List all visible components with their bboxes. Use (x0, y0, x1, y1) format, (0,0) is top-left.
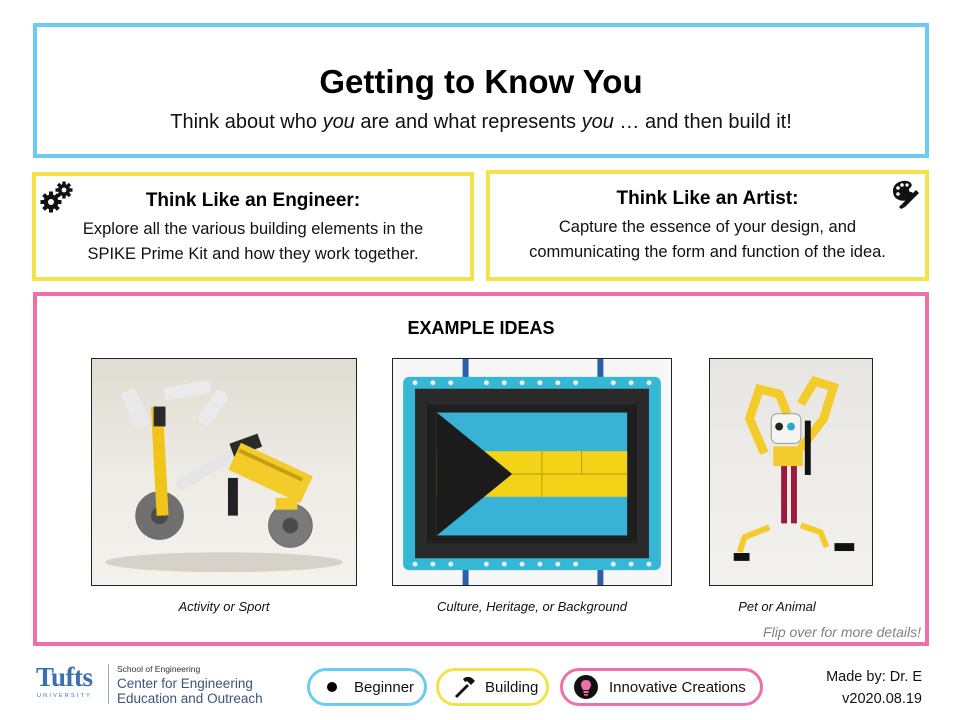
subtitle-emphasis: you (322, 111, 355, 133)
tufts-university-label: UNIVERSITY (37, 693, 93, 699)
lego-figure-illustration (710, 359, 872, 585)
lightbulb-icon (573, 674, 599, 700)
title-panel (33, 23, 929, 158)
level-innovative (560, 668, 763, 706)
subtitle-text: Think about who (170, 111, 323, 133)
artist-panel (486, 170, 929, 281)
lego-flag-illustration (393, 359, 671, 585)
subtitle-emphasis: you (581, 111, 614, 133)
level-building (436, 668, 549, 706)
lego-bicycle-illustration (92, 359, 356, 585)
example-ideas-title: EXAMPLE IDEAS (407, 318, 555, 338)
engineer-title: Think Like an Engineer: (145, 190, 361, 211)
page-subtitle (37, 111, 925, 134)
subtitle-text: … and then build it! (613, 111, 792, 133)
flip-over-note: Flip over for more details! (763, 624, 921, 640)
level-label: Building (485, 678, 539, 696)
tufts-wordmark: Tufts (36, 662, 93, 692)
lego-figure-photo (709, 358, 873, 586)
level-label: Beginner (354, 678, 415, 696)
center-line: Education and Outreach (117, 691, 263, 706)
example-caption: Activity or Sport (178, 599, 270, 614)
tufts-logo (33, 661, 273, 711)
dot-icon (327, 682, 337, 692)
made-by-label: Made by: Dr. E (826, 669, 922, 685)
credit (826, 666, 922, 710)
center-label (117, 676, 263, 706)
artist-description (498, 215, 917, 265)
example-ideas-panel (33, 292, 929, 646)
example-caption: Pet or Animal (738, 599, 816, 614)
page-title: Getting to Know You (319, 63, 643, 100)
logo-divider (108, 664, 109, 704)
hammer-icon (451, 674, 477, 700)
engineer-line: Explore all the various building elements in the (82, 220, 424, 238)
lego-bahamas-flag-photo (392, 358, 672, 586)
version-label: v2020.08.19 (842, 691, 922, 707)
engineer-description (44, 217, 462, 267)
school-label: School of Engineering (117, 664, 201, 674)
artist-title: Think Like an Artist: (616, 188, 799, 209)
lego-bicycle-photo (91, 358, 357, 586)
artist-line: Capture the essence of your design, and (558, 218, 857, 236)
center-line: Center for Engineering (117, 676, 253, 691)
artist-line: communicating the form and function of the idea. (529, 243, 886, 261)
level-beginner (307, 668, 427, 706)
example-caption: Culture, Heritage, or Background (436, 599, 628, 614)
level-label: Innovative Creations (609, 678, 746, 696)
engineer-line: SPIKE Prime Kit and how they work together. (87, 245, 419, 263)
subtitle-text: are and what represents (354, 111, 582, 133)
engineer-panel (32, 172, 474, 281)
